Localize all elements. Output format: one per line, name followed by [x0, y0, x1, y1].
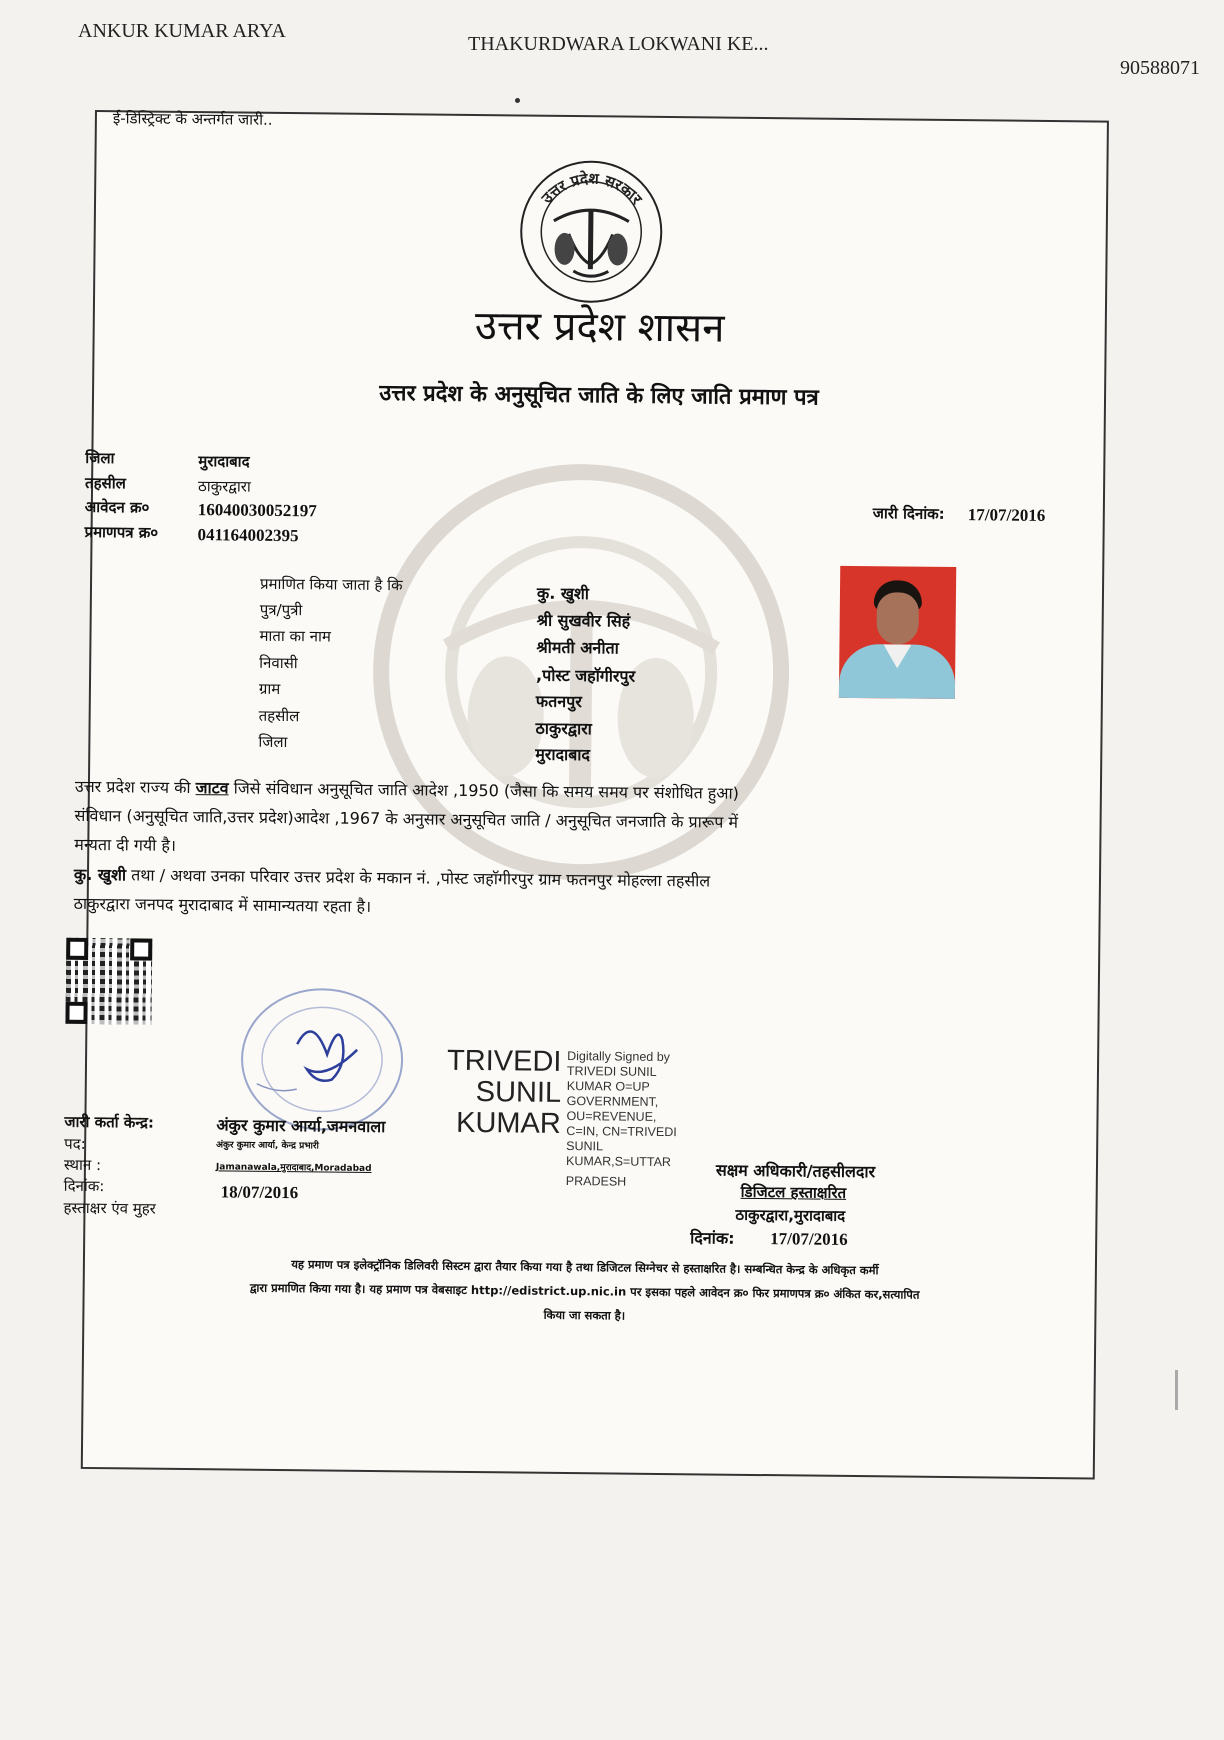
sign-seal-label: हस्ताक्षर एंव मुहर: [63, 1198, 156, 1218]
detail-label-child-of: पुत्र/पुत्री: [259, 600, 303, 620]
issuing-center-label: जारी कर्ता केन्द्र:: [64, 1112, 155, 1132]
issuing-center-sub2: Jamanawala,मुरादाबाद,Moradabad: [215, 1162, 372, 1174]
authority-place: ठाकुरद्वारा,मुरादाबाद: [735, 1205, 846, 1225]
copy-header-name: ANKUR KUMAR ARYA: [78, 20, 286, 42]
issuing-center-value: अंकुर कुमार आर्या,जमनवाला: [216, 1115, 386, 1137]
detail-value-district: मुरादाबाद: [535, 744, 591, 765]
authority-date-value: 17/07/2016: [770, 1229, 848, 1249]
district-label: जिला: [85, 448, 115, 468]
caste-paragraph: [74, 772, 1085, 870]
place-label: स्थान :: [63, 1155, 102, 1175]
para1-line3: मन्यता दी गयी है।: [74, 834, 177, 855]
dsig-line-6: C=IN, CN=TRIVEDI: [566, 1123, 677, 1140]
issuing-center-sub1: अंकुर कुमार आर्या, केन्द्र प्रभारी: [216, 1140, 319, 1152]
detail-label-village: ग्राम: [258, 679, 281, 698]
signer-line-1: TRIVEDI: [446, 1044, 562, 1078]
digital-signature-details: [566, 1049, 678, 1190]
tehsil-value: ठाकुरद्वारा: [197, 477, 251, 496]
certificate: [63, 109, 1109, 1480]
ink-dot: [515, 98, 520, 103]
para2-name: कु. खुशी: [73, 864, 127, 885]
up-emblem: [518, 158, 665, 305]
dsig-line-7: SUNIL: [566, 1138, 604, 1154]
copy-header-place: THAKURDWARA LOKWANI KE...: [468, 33, 769, 55]
detail-value-name: कु. खुशी: [536, 583, 590, 604]
qr-code[interactable]: [65, 938, 152, 1025]
certificate-number-label: प्रमाणपत्र क्र०: [84, 522, 159, 542]
detail-value-village: फतनपुर: [535, 691, 582, 712]
issue-date-value: 17/07/2016: [967, 505, 1046, 525]
signer-name-block: [446, 1046, 561, 1140]
residence-paragraph: [74, 860, 1085, 929]
signer-line-2: SUNIL: [475, 1076, 562, 1109]
issue-date-label: जारी दिनांक:: [872, 504, 945, 523]
signer-line-3: KUMAR: [455, 1106, 561, 1140]
dsig-line-1: Digitally Signed by: [567, 1048, 671, 1065]
authority-digital-signed: डिजिटल हस्ताक्षरित: [740, 1182, 847, 1202]
handwritten-signature: [297, 1031, 358, 1081]
authority-title: सक्षम अधिकारी/तहसीलदार: [715, 1160, 876, 1182]
detail-value-father: श्री सुखवीर सिहं: [536, 610, 631, 631]
para1-prefix: उत्तर प्रदेश राज्य की: [74, 776, 196, 798]
dsig-line-5: OU=REVENUE,: [566, 1108, 657, 1124]
dsig-line-8: KUMAR,S=UTTAR: [565, 1153, 672, 1170]
dsig-line-2: TRIVEDI SUNIL: [566, 1063, 657, 1079]
detail-label-district: जिला: [258, 732, 288, 752]
para1-line1: जिसे संविधान अनुसूचित जाति आदेश ,1950 (जैसा कि समय समय पर संशोधित हुआ): [228, 778, 740, 803]
emblem-text: उत्तर प्रदेश सरकार: [537, 169, 646, 208]
issuer-date-label: दिनांक:: [63, 1176, 105, 1196]
footer-line-3: किया जा सकता है।: [543, 1307, 626, 1323]
dsig-line-3: KUMAR O=UP: [566, 1078, 650, 1094]
para2-line2: ठाकुरद्वारा जनपद मुरादाबाद में सामान्यतया रहता है।: [73, 893, 372, 916]
official-seal-stamp: [236, 984, 408, 1136]
caste-name: जाटव: [195, 778, 229, 798]
svg-text:उत्तर प्रदेश सरकार: [537, 169, 646, 209]
para1-line2: संविधान (अनुसूचित जाति,उत्तर प्रदेश)आदेश ,1967 के अनुसार अनुसूचित जाति / अनुसूचित जनजाति के प्रारूप में: [74, 805, 739, 832]
footer-line-1: यह प्रमाण पत्र इलेक्ट्रॉनिक डिलिवरी सिस्टम द्वारा तैयार किया गया है तथा डिजिटल सिग्नेचर से हस्ताक्षरित है। सम्बन्धित केन्द्र के अधिकृत कर्मी: [291, 1257, 879, 1278]
dsig-line-9: PRADESH: [565, 1173, 627, 1189]
detail-label-mother: माता का नाम: [259, 626, 332, 646]
detail-label-resident: निवासी: [259, 653, 298, 673]
footer-note: [49, 1250, 1120, 1333]
detail-label-certified: प्रमाणित किया जाता है कि: [259, 574, 403, 595]
post-label: पद:: [64, 1134, 86, 1153]
copy-header-number: 90588071: [1120, 57, 1200, 79]
application-number-value: 16040030052197: [197, 500, 317, 521]
detail-value-resident: ,पोस्ट जहाॅगीरपुर: [536, 665, 636, 686]
para2-line1: तथा / अथवा उनका परिवार उत्तर प्रदेश के मकान नं. ,पोस्ट जहाॅगीरपुर ग्राम फतनपुर मोहल्ला तहसील: [125, 865, 711, 891]
certificate-number-value: 041164002395: [197, 525, 299, 546]
applicant-photo: [839, 566, 956, 699]
detail-value-tehsil: ठाकुरद्वारा: [535, 718, 592, 739]
issued-under-note: ई-डिस्ट्रिक्ट के अन्तर्गत जारी..: [112, 109, 273, 129]
footer-line-2: द्वारा प्रमाणित किया गया है। यह प्रमाण पत्र वेबसाइट http://edistrict.up.nic.in पर इसका पहले आवेदन क्र० फिर प्रमाणपत्र क्र० अंकित कर,सत्यापित: [249, 1280, 920, 1302]
detail-label-tehsil: तहसील: [258, 706, 300, 726]
district-value: मुरादाबाद: [198, 452, 250, 471]
tehsil-label: तहसील: [85, 473, 126, 493]
detail-value-mother: श्रीमती अनीता: [536, 637, 619, 658]
issuer-date-value: 18/07/2016: [220, 1182, 299, 1203]
page-edge-mark: [1175, 1370, 1178, 1410]
government-title: उत्तर प्रदेश शासन: [474, 302, 725, 352]
dsig-line-4: GOVERNMENT,: [566, 1093, 659, 1109]
certificate-subtitle: उत्तर प्रदेश के अनुसूचित जाति के लिए जाति प्रमाण पत्र: [379, 380, 819, 411]
application-number-label: आवेदन क्र०: [84, 497, 150, 517]
authority-date-label: दिनांक:: [690, 1228, 735, 1248]
